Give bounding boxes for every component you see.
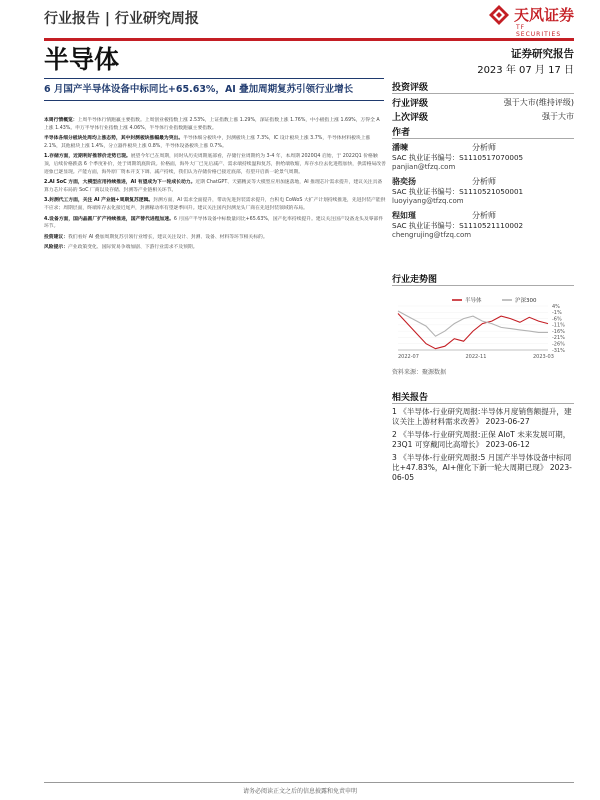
analyst-email[interactable]: chengrujing@tfzq.com xyxy=(392,231,472,239)
related-report-item[interactable]: 3 《半导体-行业研究周报:5 月国产半导体设备中标同比+47.83%，AI+催化下新一轮大周期已现》 2023-06-05 xyxy=(392,452,572,483)
body-paragraph xyxy=(44,117,386,132)
paragraph-text: 展望今年已在周期，同时从历史周期底部看，存储行业周期约为 3-4 年，本周期 2020Q4 启始，于 2022Q1 价格触顶，后续价格跌落 6 个季度补价，处于周期筑底阶段。价格面，海外大厂已先后减产、需求端持续温和复苏，供给端收缩，库存水位去化进程加快，供需格局改善迹象已逐显现。产能方面，海外原厂资本开支下调、减产持续，我们认为存储价格已接近底部，有望开启新一轮景气周期。 xyxy=(44,154,386,175)
series-line xyxy=(398,311,548,336)
y-tick-label: -31% xyxy=(552,347,565,354)
analyst-name: 程如瑾 xyxy=(392,211,416,220)
report-date: 2023 年 07 月 17 日 xyxy=(477,65,574,76)
headline-top-rule xyxy=(44,78,384,79)
previous-rating-value: 强于大市 xyxy=(542,112,574,121)
related-section-title: 相关报告 xyxy=(392,393,429,403)
paragraph-lead: 4.设备方面，国内晶圆厂扩产持续推进，国产替代进程加速。 xyxy=(44,216,174,222)
brand-logo xyxy=(488,4,575,38)
logo-subname: TF SECURITIES xyxy=(516,24,562,38)
logo-name: 天风证券 xyxy=(514,6,575,24)
related-reports-list xyxy=(392,407,572,486)
trend-divider xyxy=(392,285,574,286)
paragraph-text: 我们看好 AI 叠加周期复苏引领行业增长，建议关注设计、封测、设备、材料等环节相关标的。 xyxy=(68,234,268,240)
analyst-entry xyxy=(392,176,574,205)
analyst-entry xyxy=(392,210,574,239)
analyst-email[interactable]: luoyiyang@tfzq.com xyxy=(392,197,464,205)
y-tick-label: -11% xyxy=(552,322,565,329)
x-tick-label: 2023-03 xyxy=(533,354,554,360)
paragraph-lead: 风险提示： xyxy=(44,245,68,251)
rating-label: 行业评级 xyxy=(392,99,429,109)
body-paragraph xyxy=(44,216,386,231)
analyst-role: 分析师 xyxy=(472,211,496,220)
analyst-cert: SAC 执业证书编号：S1110517070005 xyxy=(392,153,524,162)
y-tick-label: -21% xyxy=(552,335,565,342)
paragraph-lead: 3.封测代工方面，关注 AI 产业链+周期复苏逻辑。 xyxy=(44,198,154,204)
paragraph-text: 上周半导体行情跑赢主要指数。上周创业板指数上涨 2.53%，上证指数上涨 1.29%，深证指数上涨 1.76%，中小板指上涨 1.69%，万得全 A 上涨 1.43%。申万半导体行业指数上涨 4.06%，半导体行业指数跑赢主要指数。 xyxy=(44,118,380,131)
related-report-item[interactable]: 2 《半导体-行业研究周报:正保 AIoT 未来发展可期，23Q1 可穿戴同比高增长》 2023-06-12 xyxy=(392,429,571,450)
paragraph-text: 6 月国产半导体设备中标数量同比+65.63%，国产化率持续提升。建议关注国产设备龙头及零部件环节。 xyxy=(44,216,384,230)
analyst-name-row xyxy=(392,142,574,153)
paragraph-lead: 1.存储方面，近期利好推荐价走势已现。 xyxy=(44,154,131,160)
analyst-role: 分析师 xyxy=(472,143,496,152)
footer-divider xyxy=(44,782,574,783)
paragraph-lead: 2.AI SoC 方面，大模型应用持续推进，AI 有望成为下一轮成长动力。 xyxy=(44,180,196,186)
trend-section-title: 行业走势图 xyxy=(392,275,438,285)
disclaimer-footer: 请务必阅读正文之后的信息披露和免责申明 xyxy=(242,788,357,795)
y-tick-label: -1% xyxy=(552,310,562,317)
report-body xyxy=(44,117,386,255)
analyst-name-row xyxy=(392,176,574,187)
headline-bottom-rule xyxy=(44,100,384,101)
analyst-name: 骆奕扬 xyxy=(392,177,416,186)
body-paragraph xyxy=(44,153,386,176)
y-tick-label: -6% xyxy=(552,316,562,323)
body-paragraph xyxy=(44,135,386,150)
analyst-email[interactable]: panjian@tfzq.com xyxy=(392,163,456,171)
x-tick-label: 2022-07 xyxy=(398,354,419,360)
report-headline: 6 月国产半导体设备中标同比+65.63%，AI 叠加周期复苏引领行业增长 xyxy=(44,84,354,95)
report-category: 行业报告 | 行业研究周报 xyxy=(44,11,199,27)
rating-value: 强于大市(维持评级) xyxy=(503,98,574,107)
legend-label: 沪深300 xyxy=(515,298,537,304)
analyst-name: 潘暕 xyxy=(392,143,408,152)
rating-section-title: 投资评级 xyxy=(392,83,429,93)
related-report-item[interactable]: 1 《半导体-行业研究周报:半导体月度销售额提升，建议关注上游材料需求改善》 2023-06-27 xyxy=(392,407,572,427)
paragraph-lead: 投资建议： xyxy=(44,234,68,240)
legend-label: 半导体 xyxy=(465,298,482,304)
body-paragraph xyxy=(44,179,386,194)
paragraph-text: 近期 ChatGPT、天猫精灵等大模型应用加速落地，AI 推理芯片需求提升，建议关注具备算力芯片布局的 SoC 厂商以及存储、封测等产业链相关环节。 xyxy=(44,180,383,193)
chart-source: 资料来源：聚源数据 xyxy=(392,369,447,376)
analyst-role: 分析师 xyxy=(472,177,496,186)
y-tick-label: -26% xyxy=(552,341,565,348)
related-divider xyxy=(392,403,574,404)
analyst-cert: SAC 执业证书编号：S1110521050001 xyxy=(392,187,524,196)
industry-trend-chart xyxy=(392,296,574,360)
logo-mark-icon xyxy=(488,4,510,26)
analysts-divider xyxy=(392,138,574,139)
analysts-section-title: 作者 xyxy=(392,128,411,138)
body-paragraph xyxy=(44,234,386,242)
paragraph-text: 产业政策变化、国际贸易争端加剧、下游行业需求不及预期。 xyxy=(68,245,198,251)
analyst-name-row xyxy=(392,210,574,221)
paragraph-lead: 半导体各细分板块处周均上涨态势，其中封测板块涨幅最为突出。 xyxy=(44,136,184,142)
y-tick-label: 4% xyxy=(552,303,560,310)
report-type: 证券研究报告 xyxy=(511,48,574,60)
analyst-entry xyxy=(392,142,574,171)
analyst-list xyxy=(392,142,574,244)
industry-title: 半导体 xyxy=(44,45,120,74)
body-paragraph xyxy=(44,244,386,252)
x-tick-label: 2022-11 xyxy=(465,354,487,360)
title-divider xyxy=(44,38,574,41)
previous-rating-label: 上次评级 xyxy=(392,113,429,123)
paragraph-text: 半导体细分板块中，封测板块上涨 7.3%，IC 设计板块上涨 3.7%，半导体材料板块上涨 2.1%，其他板块上涨 1.4%，分立器件板块上涨 0.8%，半导体设备板块上涨 0.7%。 xyxy=(44,136,371,149)
analyst-cert: SAC 执业证书编号：S1110521110002 xyxy=(392,221,524,230)
rating-divider xyxy=(392,93,574,94)
body-paragraph xyxy=(44,197,386,212)
y-tick-label: -16% xyxy=(552,328,565,335)
paragraph-lead: 本周行情概览： xyxy=(44,118,78,123)
paragraph-text: 封测方面，AI 需求全面提升，带动先进封装需求提升，台积电 CoWoS 大扩产计划持续推进，先进封装产能供不应求；周期层面，终端库存去化接近尾声，封测稼动率有望逐季回升。建议关注国内封测龙头厂商在先进封装领域的布局。 xyxy=(44,198,386,211)
